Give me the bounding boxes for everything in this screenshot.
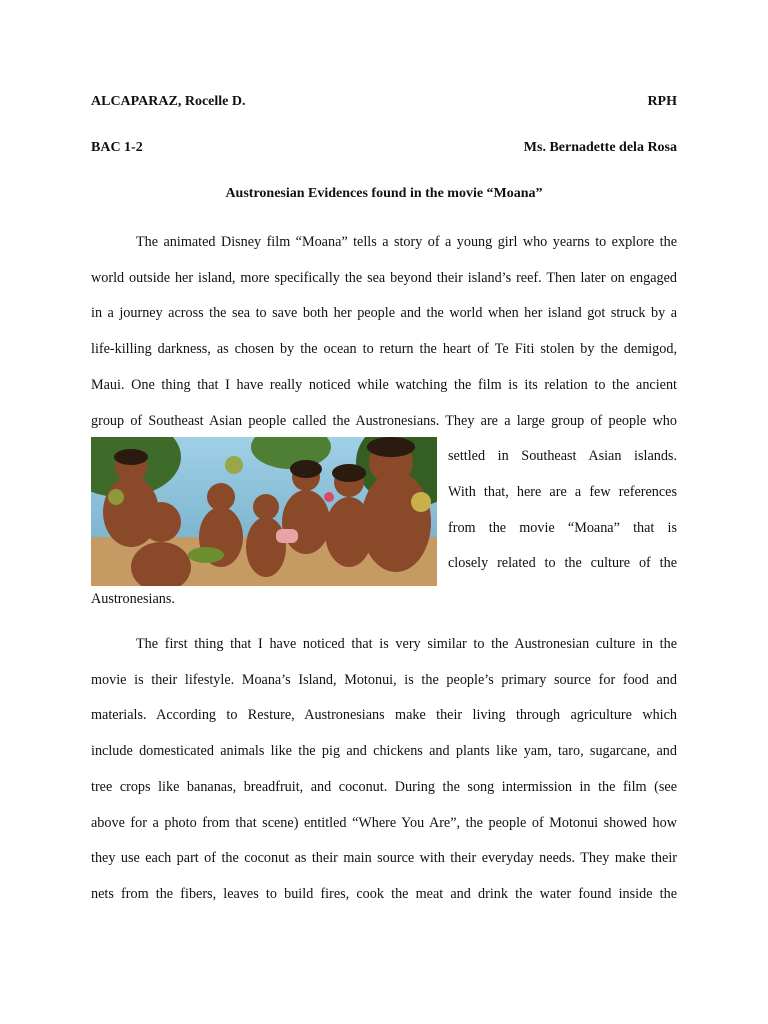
course-code: RPH bbox=[647, 94, 677, 109]
moana-scene-image bbox=[91, 437, 437, 586]
text-line: tree crops like bananas, breadfruit, and coconut. During the song intermission in the film (see bbox=[91, 778, 677, 795]
text-line: materials. According to Resture, Austronesians make their living through agriculture which bbox=[91, 707, 677, 724]
text-line: closely related to the culture of the bbox=[448, 555, 677, 572]
student-name: ALCAPARAZ, Rocelle D. bbox=[91, 94, 246, 109]
text-line: settled in Southeast Asian islands. bbox=[448, 448, 677, 465]
text-line: world outside her island, more specifically the sea beyond their island’s reef. Then later on engaged bbox=[91, 269, 677, 286]
moana-scene-illustration bbox=[91, 437, 437, 586]
paragraph-2 bbox=[91, 627, 677, 913]
text-line: With that, here are a few references bbox=[448, 483, 677, 500]
text-line: movie is their lifestyle. Moana’s Island, Motonui, is the people’s primary source for food and bbox=[91, 671, 677, 688]
section: BAC 1-2 bbox=[91, 140, 143, 155]
text-line: life-killing darkness, as chosen by the ocean to return the heart of Te Fiti stolen by the demigod, bbox=[91, 341, 677, 358]
text-line: group of Southeast Asian people called the Austronesians. They are a large group of people who bbox=[91, 412, 677, 429]
text-line: above for a photo from that scene) entitled “Where You Are”, the people of Motonui showed how bbox=[91, 814, 677, 831]
text-line: from the movie “Moana” that is bbox=[448, 519, 677, 536]
instructor: Ms. Bernadette dela Rosa bbox=[523, 140, 677, 155]
document-title: Austronesian Evidences found in the movie “Moana” bbox=[225, 186, 543, 201]
header-row-2 bbox=[91, 140, 677, 156]
text-line: Austronesians. bbox=[91, 591, 175, 608]
header-row-1 bbox=[91, 94, 677, 110]
text-line: Maui. One thing that I have really noticed while watching the film is its relation to the ancient bbox=[91, 376, 677, 393]
text-line: The first thing that I have noticed that is very similar to the Austronesian culture in the bbox=[136, 636, 677, 652]
text-line: include domesticated animals like the pig and chickens and plants like yam, taro, sugarcane, and bbox=[91, 743, 677, 760]
text-line: they use each part of the coconut as their main source with their everyday needs. They make their bbox=[91, 850, 677, 867]
text-line: The animated Disney film “Moana” tells a story of a young girl who yearns to explore the bbox=[136, 234, 677, 250]
text-line: nets from the fibers, leaves to build fires, cook the meat and drink the water found inside the bbox=[91, 885, 677, 902]
text-line: in a journey across the sea to save both her people and the world when her island got struck by a bbox=[91, 305, 677, 322]
